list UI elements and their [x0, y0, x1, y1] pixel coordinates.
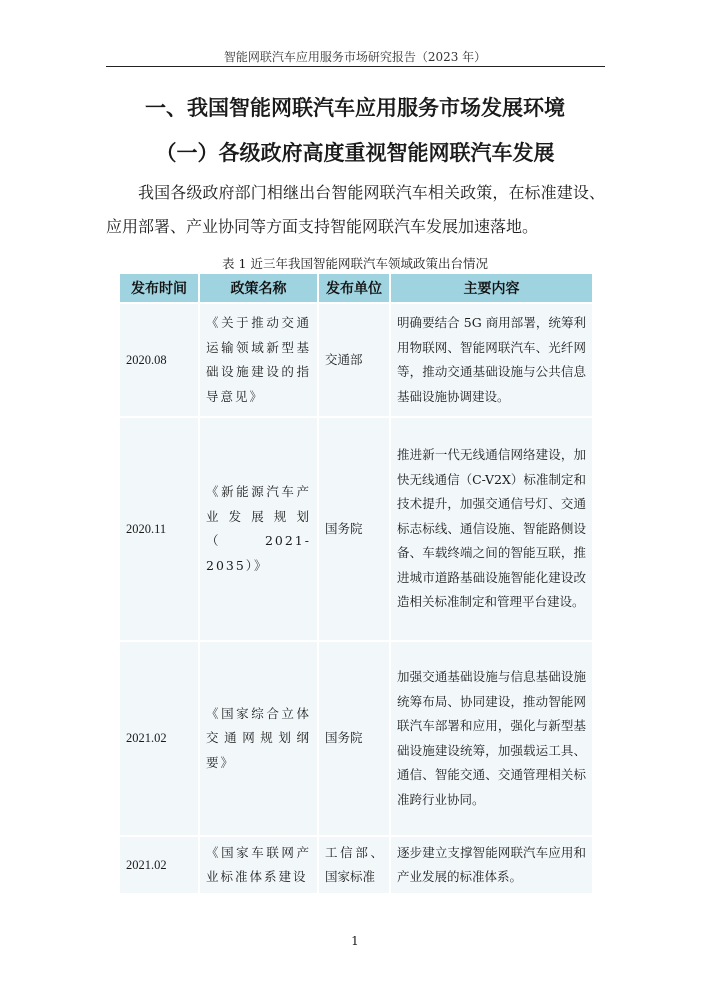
running-header: 智能网联汽车应用服务市场研究报告（2023 年）	[223, 50, 487, 64]
table-row	[120, 837, 592, 893]
header-date: 发布时间	[120, 274, 198, 302]
cell-content: 明确要结合 5G 商用部署，统筹利用物联网、智能网联汽车、光纤网等，推动交通基础设施与公共信息基础设施协调建设。	[391, 304, 592, 416]
section-title: 一、我国智能网联汽车应用服务市场发展环境	[145, 96, 565, 120]
cell-issuer: 工信部、国家标准	[319, 837, 389, 893]
intro-paragraph: 我国各级政府部门相继出台智能网联汽车相关政策，在标准建设、应用部署、产业协同等方面支持智能网联汽车发展加速落地。	[106, 183, 605, 236]
cell-date: 2021.02	[120, 837, 198, 893]
table-header-row	[120, 274, 592, 302]
table-row	[120, 642, 592, 835]
header-divider	[106, 66, 605, 67]
page-number: 1	[351, 934, 359, 948]
header-policy-name: 政策名称	[200, 274, 317, 302]
policy-table	[118, 272, 594, 895]
cell-policy-name: 《新能源汽车产业发展规划（2021-2035）》	[200, 418, 317, 640]
header-content: 主要内容	[391, 274, 592, 302]
table-row	[120, 304, 592, 416]
cell-issuer: 国务院	[319, 418, 389, 640]
subsection-title: （一）各级政府高度重视智能网联汽车发展	[155, 141, 555, 165]
header-issuer: 发布单位	[319, 274, 389, 302]
cell-policy-name: 《关于推动交通运输领域新型基础设施建设的指导意见》	[200, 304, 317, 416]
table-row	[120, 418, 592, 640]
cell-issuer: 交通部	[319, 304, 389, 416]
cell-content: 逐步建立支撑智能网联汽车应用和产业发展的标准体系。	[391, 837, 592, 893]
cell-policy-name: 《国家车联网产业标准体系建设	[200, 837, 317, 893]
cell-issuer: 国务院	[319, 642, 389, 835]
cell-date: 2020.11	[120, 418, 198, 640]
cell-policy-name: 《国家综合立体交通网规划纲要》	[200, 642, 317, 835]
cell-content: 推进新一代无线通信网络建设，加快无线通信（C-V2X）标准制定和技术提升，加强交通信号灯、交通标志标线、通信设施、智能路侧设备、车载终端之间的智能互联，推进城市道路基础设施智能化建设改造相关标准制定和管理平台建设。	[391, 418, 592, 640]
cell-date: 2021.02	[120, 642, 198, 835]
table-caption: 表 1 近三年我国智能网联汽车领域政策出台情况	[222, 256, 488, 271]
cell-date: 2020.08	[120, 304, 198, 416]
cell-content: 加强交通基础设施与信息基础设施统筹布局、协同建设，推动智能网联汽车部署和应用，强化与新型基础设施建设统筹，加强载运工具、通信、智能交通、交通管理相关标准跨行业协同。	[391, 642, 592, 835]
